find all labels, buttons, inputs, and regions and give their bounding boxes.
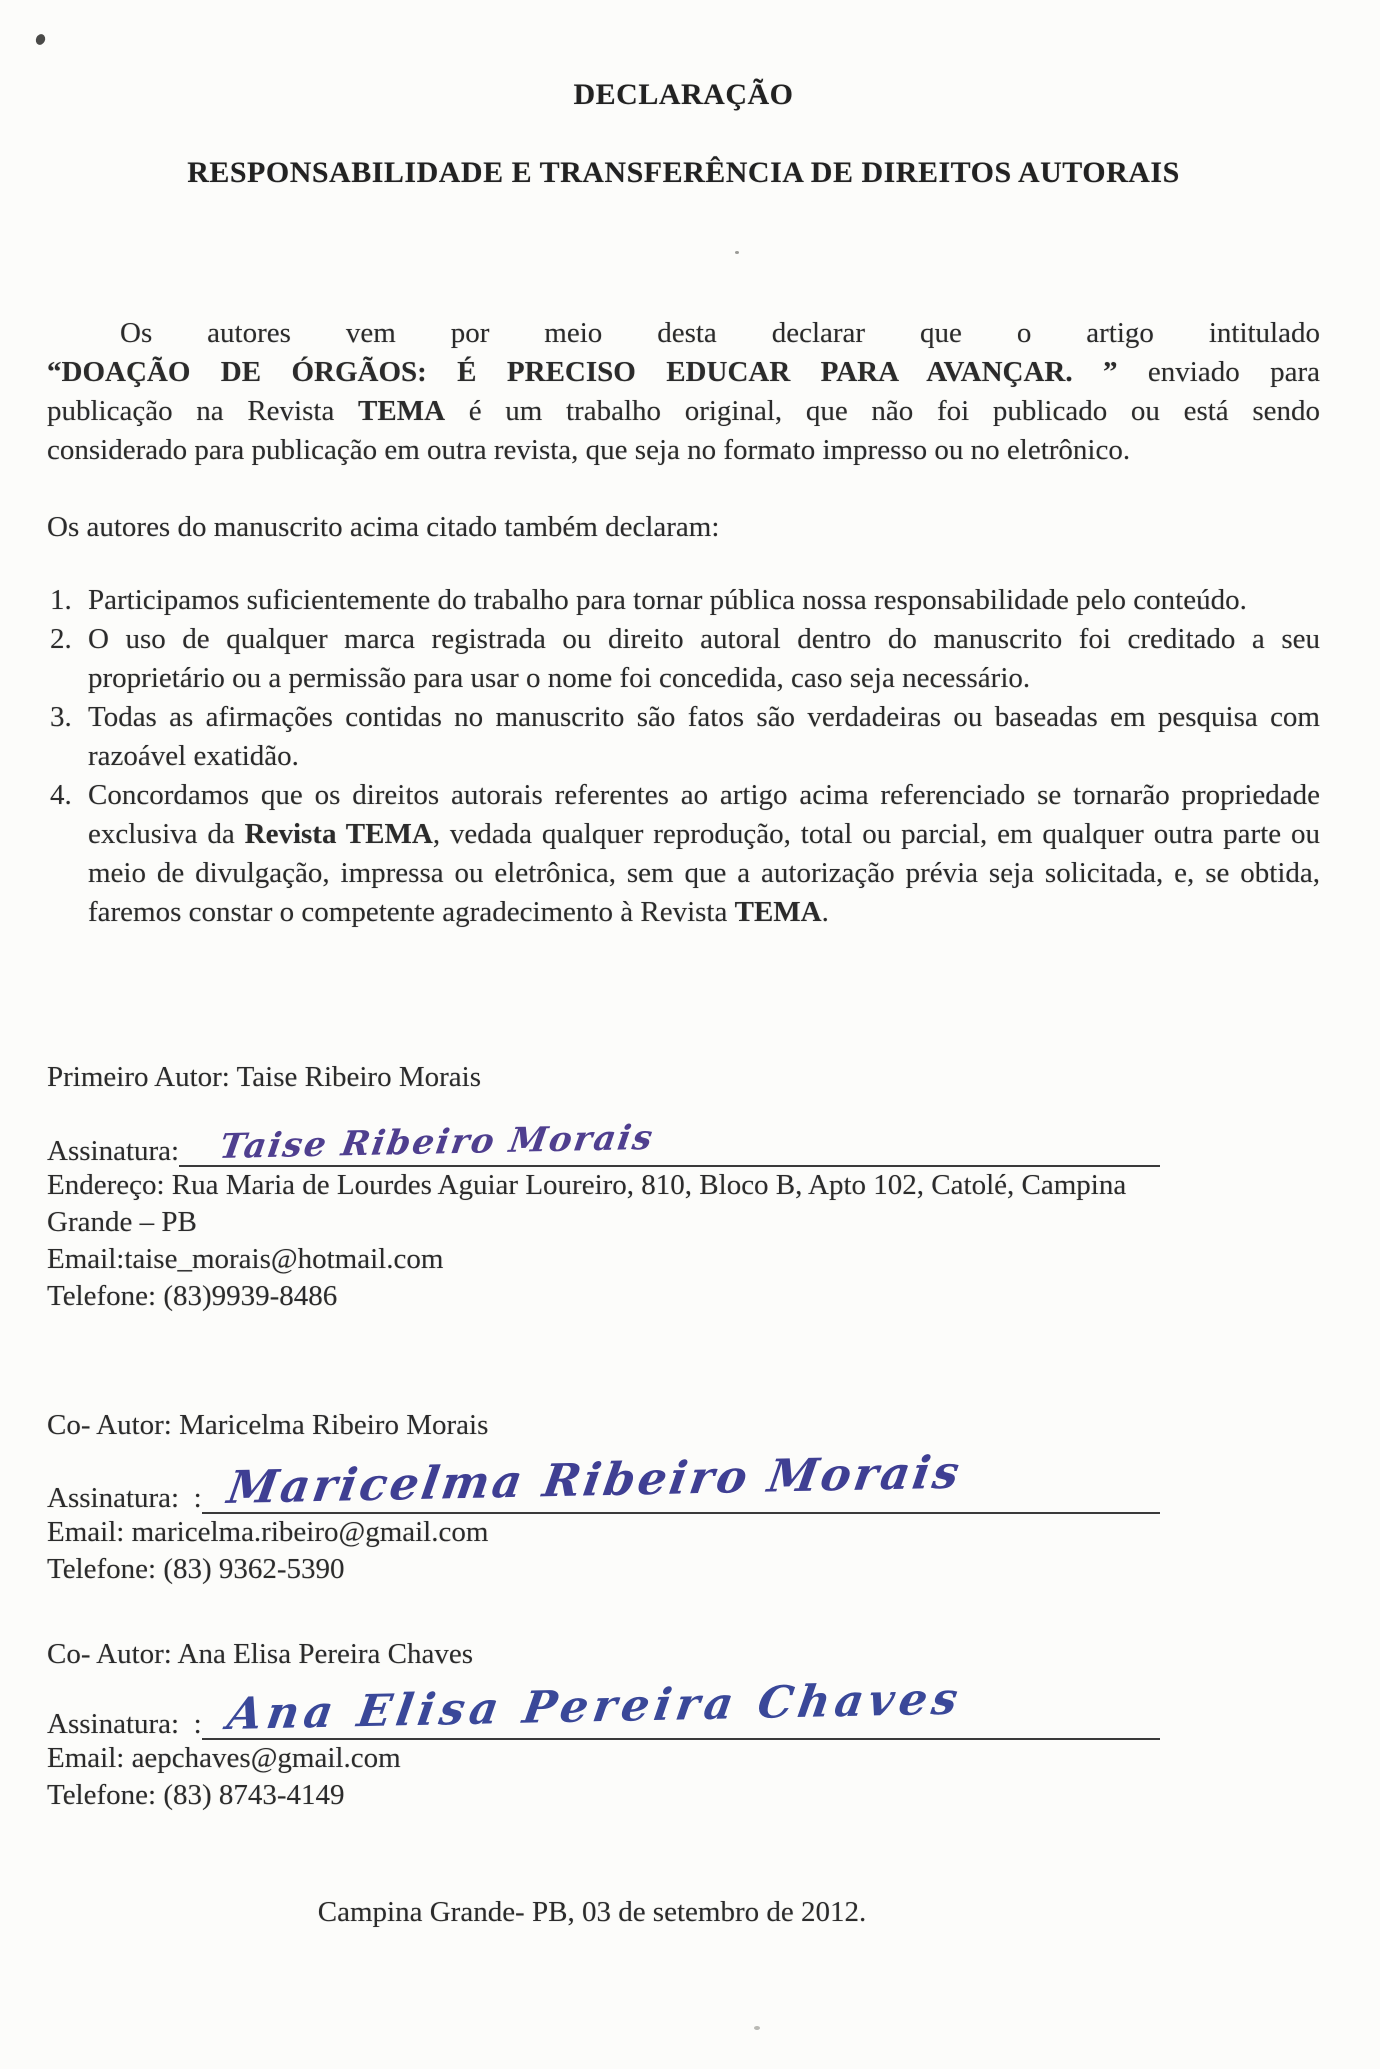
author-heading: Co- Autor: Ana Elisa Pereira Chaves <box>47 1638 474 1670</box>
list-item-number: 3. <box>50 701 72 733</box>
author-address-line: Endereço: Rua Maria de Lourdes Aguiar Loureiro, 810, Bloco B, Apto 102, Catolé, Campina <box>47 1169 1127 1201</box>
author-block-co-autor-1 <box>47 1406 1320 1588</box>
author-email-line: Email:taise_morais@hotmail.com <box>47 1243 444 1275</box>
dateline-wrap <box>47 1896 1137 1929</box>
author-address-line: Grande – PB <box>47 1206 197 1238</box>
intro-line-2 <box>47 353 1320 392</box>
declaration-list <box>50 581 1320 932</box>
scan-speck <box>34 33 47 47</box>
author-heading: Primeiro Autor: Taise Ribeiro Morais <box>47 1061 481 1093</box>
handwritten-signature: Taise Ribeiro Morais <box>217 1117 658 1167</box>
list-item-text <box>88 776 1320 932</box>
signature-row <box>47 1117 1160 1167</box>
author-block-primeiro-autor <box>47 1058 1320 1315</box>
list-item-number: 2. <box>50 623 72 655</box>
list-item-text: Todas as afirmações contidas no manuscrito são fatos são verdadeiras ou baseadas em pesquisa com razoável exatidão. <box>88 701 1320 772</box>
handwritten-signature: Maricelma Ribeiro Morais <box>223 1445 966 1514</box>
signature-row <box>47 1445 1160 1514</box>
handwritten-signature: Ana Elisa Pereira Chaves <box>223 1673 966 1740</box>
author-block-co-autor-2 <box>47 1635 1320 1814</box>
document-subtitle: RESPONSABILIDADE E TRANSFERÊNCIA DE DIREITOS AUTORAIS <box>187 156 1180 189</box>
intro-line-1 <box>47 314 1320 353</box>
list-item <box>50 581 1320 620</box>
list-item <box>50 620 1320 698</box>
dateline: Campina Grande- PB, 03 de setembro de 2012. <box>317 1896 867 1928</box>
signature-line <box>202 1445 1160 1514</box>
author-email-line: Email: maricelma.ribeiro@gmail.com <box>47 1516 489 1548</box>
intro-text: é um trabalho original, que não foi publicado ou está sendo <box>468 395 1320 427</box>
intro-line-4 <box>47 431 1320 470</box>
list-item-number: 4. <box>50 779 72 811</box>
list-item-text: Participamos suficientemente do trabalho para tornar pública nossa responsabilidade pelo conteúdo. <box>88 584 1247 616</box>
intro-text: Os autores vem por meio desta declarar que o artigo intitulado <box>120 317 1320 349</box>
intro-paragraph <box>47 314 1320 470</box>
list-item-text: O uso de qualquer marca registrada ou direito autoral dentro do manuscrito foi creditado a seu proprietário ou a permissão para usar o nome foi concedida, caso seja necessário. <box>88 623 1320 694</box>
list-item <box>50 698 1320 776</box>
intro-line-3 <box>47 392 1320 431</box>
list-item <box>50 776 1320 932</box>
document-title: DECLARAÇÃO <box>573 78 794 111</box>
list-item-segment: . <box>821 896 829 928</box>
author-heading: Co- Autor: Maricelma Ribeiro Morais <box>47 1409 489 1441</box>
journal-name: TEMA <box>358 395 446 427</box>
journal-name: TEMA <box>734 896 822 928</box>
signature-label: Assinatura: : <box>47 1482 202 1514</box>
author-phone-line: Telefone: (83) 9362-5390 <box>47 1553 345 1585</box>
intro-text: enviado para <box>1147 356 1320 388</box>
list-item-number: 1. <box>50 584 72 616</box>
article-title: “DOAÇÃO DE ÓRGÃOS: É PRECISO EDUCAR PARA AVANÇAR. ” <box>47 356 1118 388</box>
declaration-lead: Os autores do manuscrito acima citado também declaram: <box>47 511 720 543</box>
signature-row <box>47 1673 1160 1740</box>
signature-line <box>179 1117 1160 1167</box>
signature-line <box>202 1673 1160 1740</box>
author-email-line: Email: aepchaves@gmail.com <box>47 1742 401 1774</box>
intro-text: considerado para publicação em outra revista, que seja no formato impresso ou no eletrônico. <box>47 434 1131 466</box>
signature-label: Assinatura: <box>47 1135 180 1167</box>
intro-text: publicação na Revista <box>47 395 335 427</box>
signature-label: Assinatura: : <box>47 1708 202 1740</box>
author-phone-line: Telefone: (83)9939-8486 <box>47 1280 338 1312</box>
journal-name: Revista TEMA <box>244 818 433 850</box>
list-item-segment: Concordamos que os direitos autorais referentes ao artigo acima referenciado se tornarão propriedade exclusiva da <box>88 779 1320 850</box>
list-item-segment: , vedada qualquer reprodução, total ou parcial, em qualquer outra parte ou meio de divulgação, impressa ou eletrônica, sem que a autorização prévia seja solicitada, e, se obtida, faremos constar o competente agradecimento à Revista <box>88 818 1320 928</box>
author-phone-line: Telefone: (83) 8743-4149 <box>47 1779 345 1811</box>
document-body <box>47 0 1320 2069</box>
